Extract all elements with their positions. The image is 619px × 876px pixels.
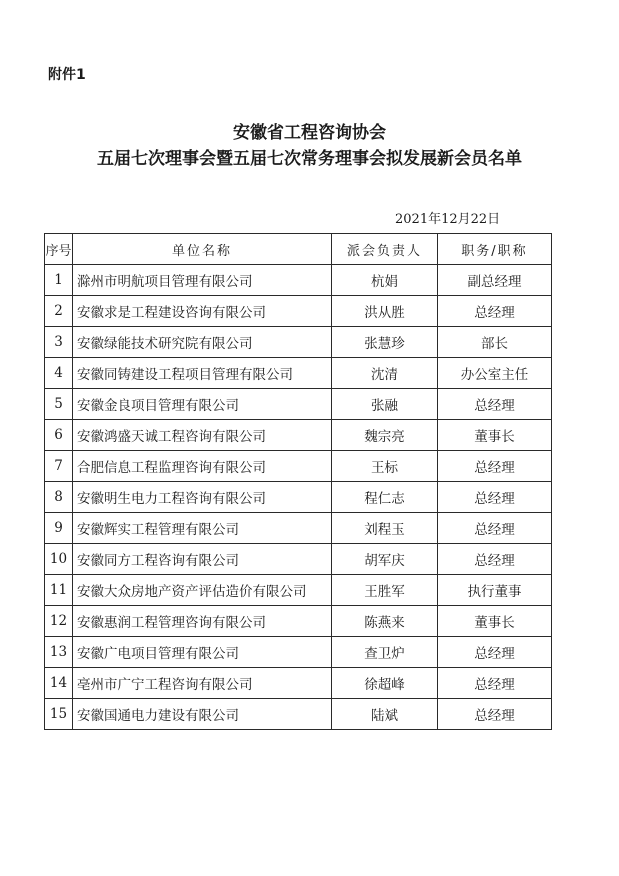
cell-representative: 陆斌: [332, 699, 438, 730]
cell-seq: 9: [45, 513, 73, 544]
table-row: [45, 420, 552, 451]
cell-position: 总经理: [438, 668, 552, 699]
cell-company: 安徽求是工程建设咨询有限公司: [73, 296, 332, 327]
cell-company: 安徽同铸建设工程项目管理有限公司: [73, 358, 332, 389]
cell-position: 办公室主任: [438, 358, 552, 389]
table-row: [45, 265, 552, 296]
header-representative: 派会负责人: [332, 234, 438, 265]
cell-company: 安徽广电项目管理有限公司: [73, 637, 332, 668]
document-subtitle: 五届七次理事会暨五届七次常务理事会拟发展新会员名单: [97, 149, 522, 169]
cell-company: 安徽金良项目管理有限公司: [73, 389, 332, 420]
cell-representative: 沈清: [332, 358, 438, 389]
document-date: 2021年12月22日: [395, 212, 501, 227]
table-row: [45, 606, 552, 637]
cell-seq: 10: [45, 544, 73, 575]
cell-seq: 7: [45, 451, 73, 482]
table-row: [45, 544, 552, 575]
table-body: [45, 265, 552, 730]
cell-company: 安徽明生电力工程咨询有限公司: [73, 482, 332, 513]
cell-position: 总经理: [438, 451, 552, 482]
cell-company: 安徽大众房地产资产评估造价有限公司: [73, 575, 332, 606]
cell-position: 总经理: [438, 296, 552, 327]
table-row: [45, 296, 552, 327]
cell-seq: 8: [45, 482, 73, 513]
table-row: [45, 327, 552, 358]
cell-position: 董事长: [438, 420, 552, 451]
cell-representative: 陈燕来: [332, 606, 438, 637]
cell-position: 董事长: [438, 606, 552, 637]
cell-representative: 刘程玉: [332, 513, 438, 544]
cell-company: 滁州市明航项目管理有限公司: [73, 265, 332, 296]
header-position: 职务/职称: [438, 234, 552, 265]
table-header-row: [45, 234, 552, 265]
cell-seq: 3: [45, 327, 73, 358]
table-row: [45, 575, 552, 606]
cell-seq: 5: [45, 389, 73, 420]
cell-seq: 4: [45, 358, 73, 389]
cell-seq: 15: [45, 699, 73, 730]
cell-seq: 12: [45, 606, 73, 637]
table-row: [45, 451, 552, 482]
member-table: [44, 233, 552, 730]
cell-position: 总经理: [438, 544, 552, 575]
cell-position: 总经理: [438, 482, 552, 513]
cell-company: 安徽绿能技术研究院有限公司: [73, 327, 332, 358]
cell-seq: 2: [45, 296, 73, 327]
cell-company: 安徽国通电力建设有限公司: [73, 699, 332, 730]
cell-company: 安徽鸿盛天诚工程咨询有限公司: [73, 420, 332, 451]
cell-seq: 11: [45, 575, 73, 606]
cell-company: 安徽同方工程咨询有限公司: [73, 544, 332, 575]
cell-representative: 杭娟: [332, 265, 438, 296]
table-row: [45, 482, 552, 513]
table-row: [45, 668, 552, 699]
cell-representative: 查卫炉: [332, 637, 438, 668]
cell-position: 副总经理: [438, 265, 552, 296]
cell-representative: 徐超峰: [332, 668, 438, 699]
cell-position: 总经理: [438, 389, 552, 420]
header-seq: 序号: [45, 234, 73, 265]
cell-position: 总经理: [438, 699, 552, 730]
cell-position: 总经理: [438, 513, 552, 544]
cell-representative: 程仁志: [332, 482, 438, 513]
cell-representative: 张慧珍: [332, 327, 438, 358]
cell-representative: 张融: [332, 389, 438, 420]
cell-seq: 6: [45, 420, 73, 451]
cell-company: 合肥信息工程监理咨询有限公司: [73, 451, 332, 482]
cell-representative: 王标: [332, 451, 438, 482]
header-company: 单位名称: [73, 234, 332, 265]
cell-position: 部长: [438, 327, 552, 358]
cell-seq: 14: [45, 668, 73, 699]
table-row: [45, 513, 552, 544]
cell-position: 总经理: [438, 637, 552, 668]
table-row: [45, 637, 552, 668]
table-row: [45, 699, 552, 730]
cell-representative: 王胜军: [332, 575, 438, 606]
cell-position: 执行董事: [438, 575, 552, 606]
cell-company: 安徽辉实工程管理有限公司: [73, 513, 332, 544]
cell-representative: 魏宗亮: [332, 420, 438, 451]
cell-company: 安徽惠润工程管理咨询有限公司: [73, 606, 332, 637]
table-row: [45, 389, 552, 420]
cell-seq: 1: [45, 265, 73, 296]
document-title: 安徽省工程咨询协会: [233, 123, 386, 143]
cell-company: 亳州市广宁工程咨询有限公司: [73, 668, 332, 699]
table-row: [45, 358, 552, 389]
cell-representative: 洪从胜: [332, 296, 438, 327]
cell-representative: 胡军庆: [332, 544, 438, 575]
cell-seq: 13: [45, 637, 73, 668]
attachment-label: 附件1: [48, 67, 86, 83]
